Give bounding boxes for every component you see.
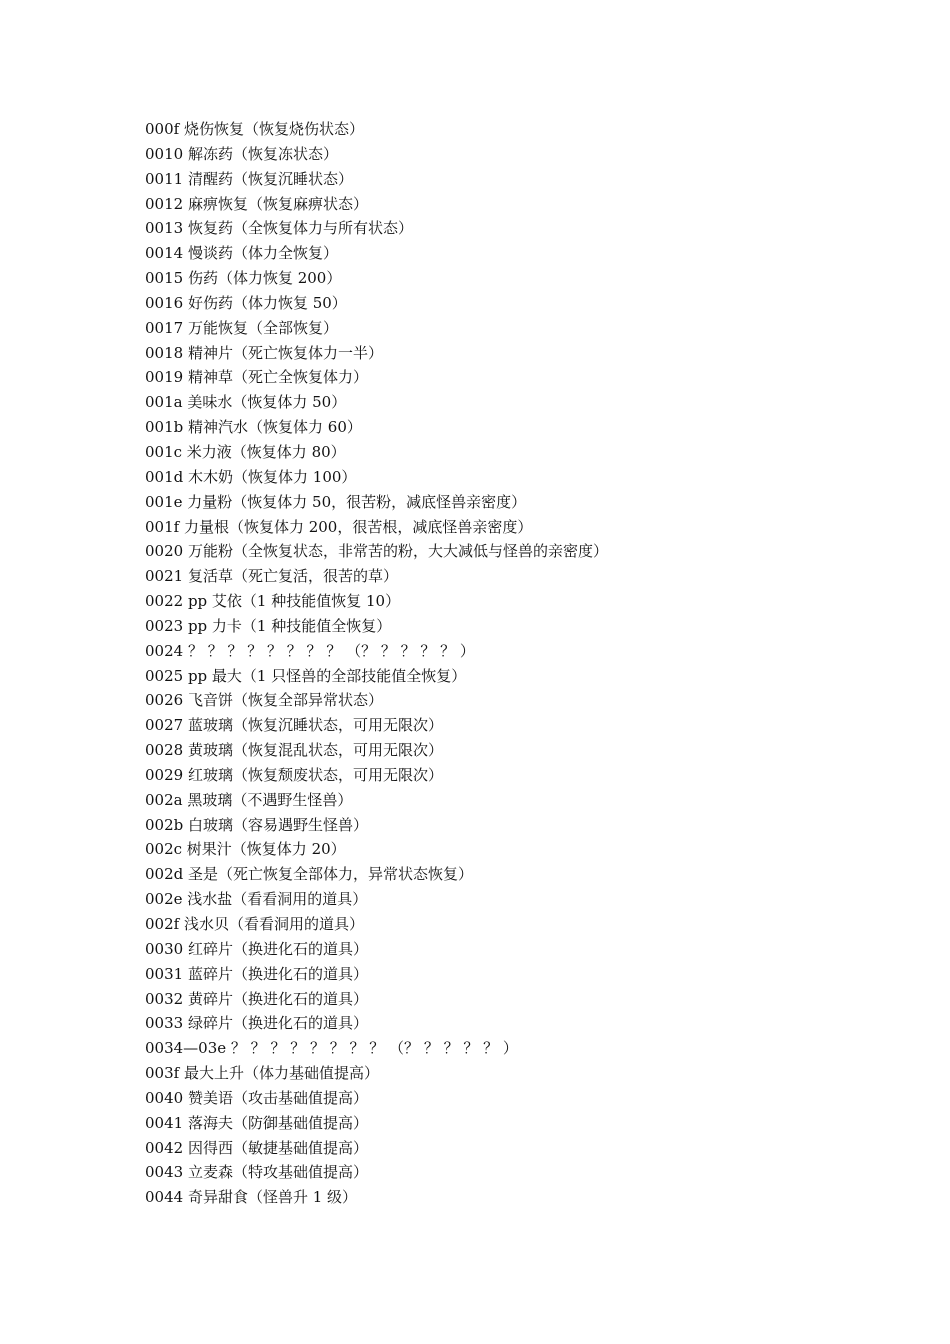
list-item: 0025 pp 最大（1 只怪兽的全部技能值全恢复） — [145, 666, 467, 685]
list-item: 0030 红碎片（换进化石的道具） — [145, 939, 368, 958]
list-item: 0022 pp 艾依（1 种技能值恢复 10） — [145, 592, 401, 611]
list-item: 0010 解冻药（恢复冻状态） — [145, 144, 338, 163]
list-item: 0015 伤药（体力恢复 200） — [145, 269, 342, 288]
list-item: 001f 力量根（恢复体力 200，很苦根，减底怪兽亲密度） — [145, 517, 533, 536]
list-item: 0028 黄玻璃（恢复混乱状态，可用无限次） — [145, 741, 443, 760]
list-item: 002c 树果汁（恢复体力 20） — [145, 840, 346, 859]
list-item: 0018 精神片（死亡恢复体力一半） — [145, 343, 383, 362]
list-item: 002a 黑玻璃（不遇野生怪兽） — [145, 790, 353, 809]
list-item: 002b 白玻璃（容易遇野生怪兽） — [145, 815, 369, 834]
list-item: 0040 赞美语（攻击基础值提高） — [145, 1088, 368, 1107]
list-item: 0032 黄碎片（换进化石的道具） — [145, 989, 368, 1008]
list-item: 0041 落海夫（防御基础值提高） — [145, 1113, 368, 1132]
list-item: 002f 浅水贝（看看洞用的道具） — [145, 915, 364, 933]
list-item: 0033 绿碎片（换进化石的道具） — [145, 1014, 368, 1033]
list-item: 001e 力量粉（恢复体力 50，很苦粉，减底怪兽亲密度） — [145, 492, 527, 511]
list-item: 0020 万能粉（全恢复状态，非常苦的粉，大大减低与怪兽的亲密度） — [145, 542, 608, 561]
list-item: 0042 因得西（敏捷基础值提高） — [145, 1138, 368, 1157]
list-item: 0027 蓝玻璃（恢复沉睡状态，可用无限次） — [145, 716, 443, 735]
list-item: 0023 pp 力卡（1 种技能值全恢复） — [145, 616, 392, 635]
list-item: 001b 精神汽水（恢复体力 60） — [145, 418, 362, 437]
list-item: 001c 米力液（恢复体力 80） — [145, 442, 346, 461]
list-item: 001d 木木奶（恢复体力 100） — [145, 467, 357, 486]
list-item: 0014 慢谈药（体力全恢复） — [145, 244, 338, 263]
list-item: 002d 圣是（死亡恢复全部体力，异常状态恢复） — [145, 865, 474, 884]
list-item: 003f 最大上升（体力基础值提高） — [145, 1064, 379, 1083]
list-item: 0029 红玻璃（恢复颓废状态，可用无限次） — [145, 765, 443, 784]
list-item: 0013 恢复药（全恢复体力与所有状态） — [145, 219, 413, 238]
list-item: 0031 蓝碎片（换进化石的道具） — [145, 964, 368, 983]
list-item: 0019 精神草（死亡全恢复体力） — [145, 368, 368, 387]
list-item: 0012 麻痹恢复（恢复麻痹状态） — [145, 194, 368, 213]
list-item: 0016 好伤药（体力恢复 50） — [145, 293, 347, 312]
list-item: 000f 烧伤恢复（恢复烧伤状态） — [145, 120, 364, 138]
list-item: 0021 复活草（死亡复活，很苦的草） — [145, 567, 398, 586]
list-item: 0043 立麦森（特攻基础值提高） — [145, 1163, 368, 1182]
list-item: 002e 浅水盐（看看洞用的道具） — [145, 890, 368, 909]
item-code-list — [145, 117, 905, 1210]
list-item: 0017 万能恢复（全部恢复） — [145, 318, 338, 337]
list-item: 001a 美味水（恢复体力 50） — [145, 393, 347, 412]
list-item: 0024 ？ ？ ？ ？ ？ ？ ？ ？ （？ ？ ？ ？ ？ ） — [145, 641, 475, 660]
list-item: 0034—03e ？ ？ ？ ？ ？ ？ ？ ？ （？ ？ ？ ？ ？ ） — [145, 1039, 518, 1058]
list-item: 0044 奇异甜食（怪兽升 1 级） — [145, 1188, 358, 1207]
list-item: 0026 飞音饼（恢复全部异常状态） — [145, 691, 383, 710]
list-item: 0011 清醒药（恢复沉睡状态） — [145, 169, 353, 188]
